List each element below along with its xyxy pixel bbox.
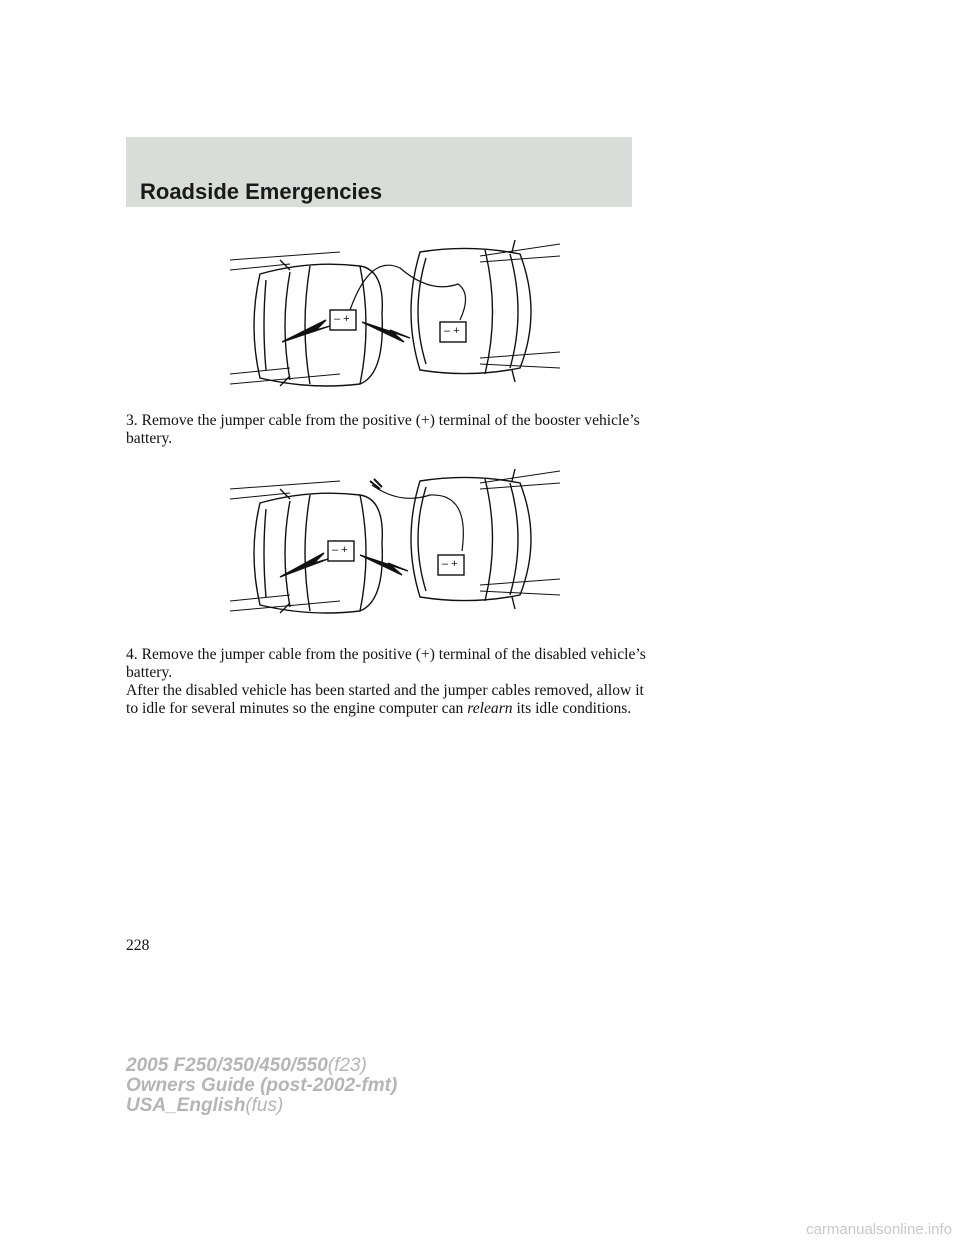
road-lines [230, 244, 560, 384]
booster-vehicle [411, 469, 531, 609]
section-title: Roadside Emergencies [140, 179, 383, 204]
spark-bolt-icon [362, 322, 410, 342]
booster-battery-label: – + [444, 325, 460, 337]
booster-vehicle [411, 240, 531, 382]
booster-battery-label: – + [442, 558, 458, 570]
road-lines [230, 471, 560, 611]
disabled-battery-label: – + [334, 313, 350, 325]
footer-model-code: (f23) [327, 1055, 367, 1076]
jumper-cable [350, 265, 466, 320]
jump-start-diagram-step-4 [230, 465, 560, 615]
watermark: carmanualsonline.info [806, 1221, 952, 1238]
spark-bolt-icon [360, 555, 408, 575]
step-3-text: 3. Remove the jumper cable from the positive (+) terminal of the booster vehicle’s battery. [126, 412, 640, 447]
spark-bolt-icon [282, 320, 330, 342]
jump-start-diagram-step-3 [230, 234, 560, 390]
document-footer [126, 1056, 397, 1116]
footer-line-language [126, 1096, 397, 1116]
footer-language: USA_English [126, 1095, 246, 1116]
footer-model: 2005 F250/350/450/550 [126, 1055, 328, 1076]
step-4-text: 4. Remove the jumper cable from the positive (+) terminal of the disabled vehicle’s battery. [126, 646, 646, 681]
disabled-battery-label: – + [332, 544, 348, 556]
section-header-band [126, 137, 632, 207]
disabled-vehicle [254, 489, 382, 613]
page-number: 228 [126, 937, 150, 954]
idle-relearn-text [126, 682, 646, 718]
idle-relearn-text-part: its idle conditions. [512, 700, 632, 717]
footer-line-guide: Owners Guide (post-2002-fmt) [126, 1075, 398, 1096]
spark-bolt-icon [280, 553, 328, 577]
idle-relearn-text-part: After the disabled vehicle has been started and the jumper cables removed, allow it to idle for several minutes so the engine computer can [126, 682, 644, 717]
footer-line-model [126, 1056, 397, 1076]
footer-language-code: (fus) [245, 1095, 284, 1116]
relearn-term: relearn [467, 700, 513, 717]
